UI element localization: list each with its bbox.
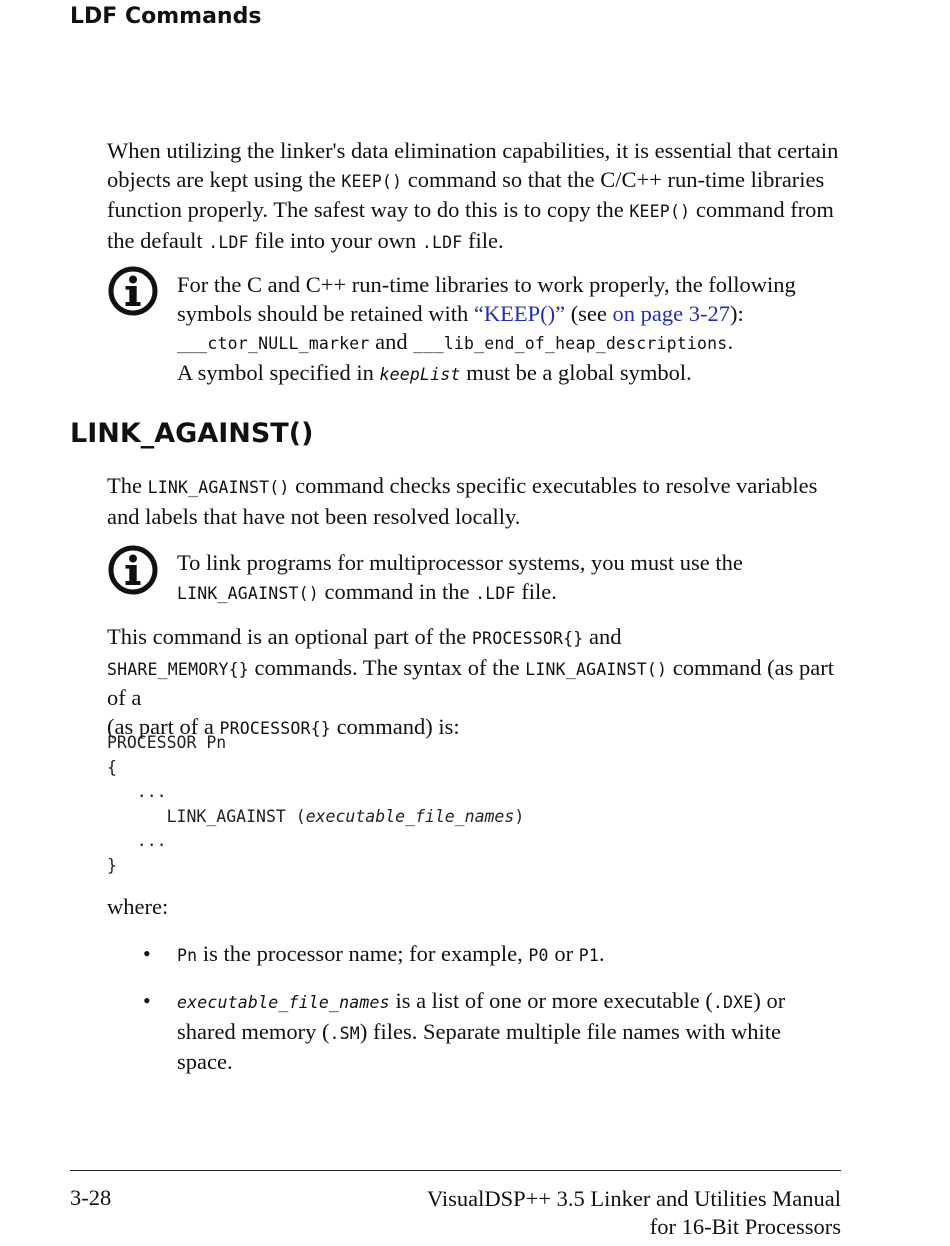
syntax-text-4b: (as part of a: [107, 713, 220, 739]
code-line-5: ...: [107, 831, 167, 850]
info-icon: [107, 265, 159, 317]
code-line-4: [107, 807, 524, 826]
note1-text-6: A symbol specified in: [177, 359, 380, 385]
keeplist-code: keepList: [379, 364, 461, 384]
code-line-2: {: [107, 757, 117, 777]
intro-text-4: file into your own: [248, 227, 422, 253]
bullet-marker: •: [143, 988, 151, 1013]
intro-text-5: file.: [462, 227, 504, 253]
processor-code-2: PROCESSOR{}: [219, 718, 331, 738]
link-against-code: LINK_AGAINST(): [147, 478, 290, 497]
code-line-3: ...: [107, 782, 167, 801]
note1-text-1: For the C and C++ run-time libraries to work properly, the following symbols should be retained with: [177, 272, 796, 326]
syntax-text-1: This command is an optional part of the: [107, 624, 472, 649]
page-number: 3-28: [70, 1185, 112, 1210]
ldf-extension-code: .LDF: [208, 232, 249, 252]
code-line-4-start: LINK_AGAINST (: [107, 806, 306, 826]
footer-title-line-2: for 16-Bit Processors: [649, 1214, 841, 1239]
footer-rule: [70, 1170, 841, 1171]
running-head: LDF Commands: [70, 4, 262, 29]
note1-text-2: (see: [565, 300, 613, 326]
note2-text-2: command in the: [318, 578, 476, 604]
code-line-1: PROCESSOR Pn: [107, 733, 227, 752]
bullet-marker: •: [143, 941, 151, 966]
code-line-4-end: ): [514, 806, 525, 826]
note1-text-4: and: [369, 329, 414, 354]
intro-paragraph: [107, 137, 847, 257]
link-against-code-2: LINK_AGAINST(): [177, 583, 319, 603]
syntax-code-block: [107, 731, 524, 878]
b2-text-3: ) files. Separate multiple file names with white space.: [177, 1018, 781, 1074]
lib-end-of-heap-code: ___lib_end_of_heap_descriptions: [413, 334, 728, 353]
ctor-null-marker-code: ___ctor_NULL_marker: [177, 334, 370, 353]
sm-extension-code: .SM: [329, 1023, 360, 1043]
b1-text-1: is the processor name; for example,: [197, 941, 529, 966]
syntax-text-2: and: [583, 624, 622, 649]
b1-text-3: .: [598, 941, 605, 966]
executable-file-names-code: executable_file_names: [177, 993, 390, 1012]
bullet-pn-text: [177, 940, 837, 971]
bullet-executable-text: [177, 987, 837, 1077]
syntax-intro-paragraph: [107, 623, 847, 743]
info-icon: [107, 544, 159, 596]
syntax-text-3: commands. The syntax of the: [248, 654, 526, 680]
syntax-text-5: command) is:: [330, 713, 460, 739]
share-memory-code: SHARE_MEMORY{}: [107, 659, 249, 679]
where-label: where:: [107, 894, 169, 919]
section-heading: LINK_AGAINST(): [70, 418, 314, 449]
pn-code: Pn: [177, 946, 198, 965]
keep-command-code: KEEP(): [341, 171, 403, 191]
p1-code: P1: [578, 946, 599, 965]
syntax-text-4: command (as part of a: [107, 654, 834, 710]
note1-text-5: .: [727, 329, 734, 354]
code-line-4-arg: executable_file_names: [305, 806, 515, 826]
intro-text-2: command so that the C/C++ run-time libraries function properly. The safest way to do this is to copy the: [107, 166, 825, 222]
note-keep-text: [177, 271, 847, 389]
footer-manual-title: [427, 1185, 841, 1241]
keep-command-code-2: KEEP(): [629, 202, 691, 221]
desc-text-2: command checks specific executables to resolve variables and labels that have not been resolved locally.: [107, 473, 818, 529]
note2-text-1: To link programs for multiprocessor systems, you must use the: [177, 550, 743, 575]
intro-text-1: When utilizing the linker's data elimination capabilities, it is essential that certain objects are kept using the: [107, 138, 839, 192]
intro-text-3: command from the default: [107, 197, 834, 253]
desc-text-1: The: [107, 473, 148, 498]
b1-text-2: or: [548, 941, 579, 966]
link-against-description: [107, 472, 847, 531]
dxe-extension-code: .DXE: [712, 993, 754, 1012]
note1-text-3: ):: [730, 300, 744, 326]
processor-code: PROCESSOR{}: [471, 629, 584, 648]
note1-text-7: must be a global symbol.: [460, 359, 692, 385]
b2-text-1: is a list of one or more executable (: [389, 988, 713, 1013]
code-line-6: }: [107, 855, 117, 875]
keep-link[interactable]: “KEEP()”: [473, 300, 566, 326]
b2-text-2: ) or shared memory (: [177, 988, 786, 1044]
footer-title-line-1: VisualDSP++ 3.5 Linker and Utilities Manual: [427, 1186, 841, 1211]
page-3-27-link[interactable]: on page 3-27: [612, 300, 731, 326]
note2-text-3: file.: [515, 578, 557, 604]
link-against-code-3: LINK_AGAINST(): [525, 659, 668, 679]
p0-code: P0: [528, 946, 549, 965]
ldf-extension-code-2: .LDF: [421, 232, 463, 252]
note-multiprocessor-text: [177, 549, 847, 608]
ldf-extension-code-3: .LDF: [475, 583, 516, 603]
